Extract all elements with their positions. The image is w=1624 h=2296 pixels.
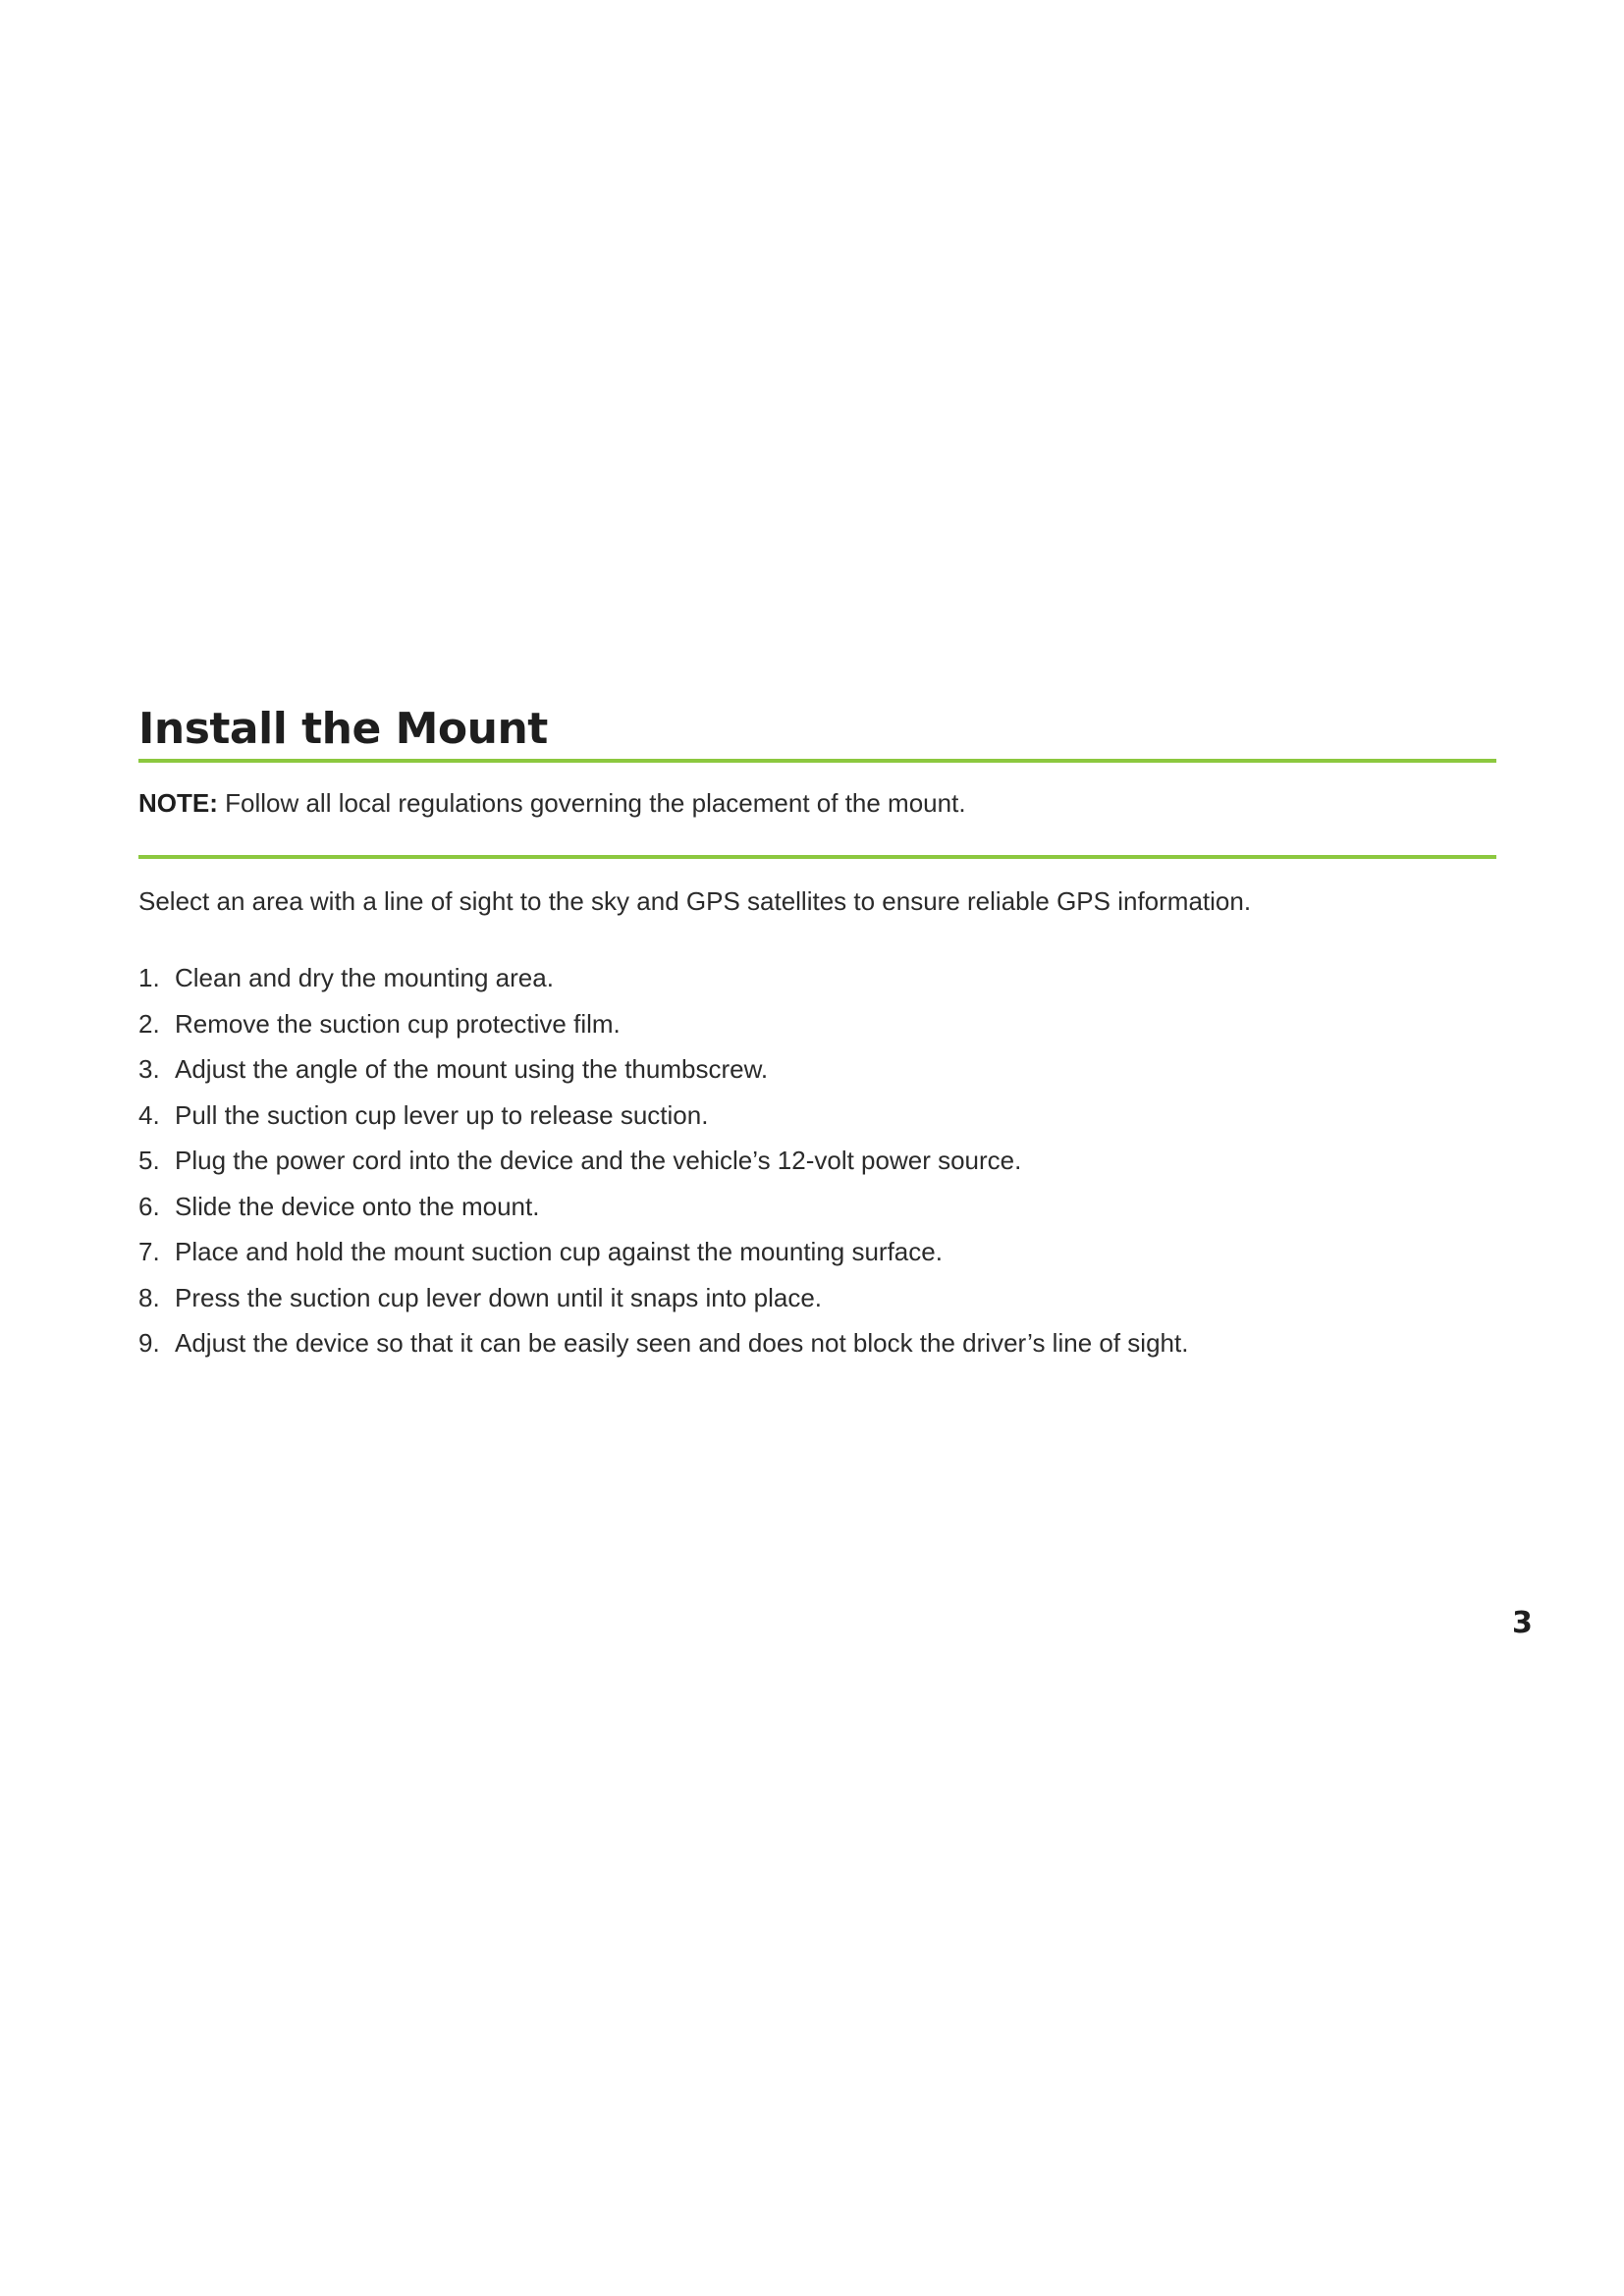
- note-paragraph: [138, 786, 1496, 820]
- step-number: 2.: [138, 1008, 160, 1039]
- step-number: 1.: [138, 963, 160, 992]
- list-item: [138, 1184, 1496, 1230]
- step-number: 8.: [138, 1282, 160, 1312]
- step-number: 5.: [138, 1146, 160, 1175]
- step-text: Remove the suction cup protective film.: [175, 1008, 621, 1039]
- note-text: Follow all local regulations governing the placement of the mount.: [217, 788, 966, 818]
- green-divider-top: [138, 759, 1496, 763]
- step-number: 6.: [138, 1191, 160, 1221]
- intro-paragraph: Select an area with a line of sight to the sky and GPS satellites to ensure reliable GPS information.: [138, 886, 1252, 916]
- step-text: Plug the power cord into the device and the vehicle’s 12-volt power source.: [175, 1146, 1022, 1175]
- green-divider-bottom: [138, 855, 1496, 859]
- list-item: [138, 1320, 1496, 1366]
- list-item: [138, 1229, 1496, 1275]
- install-mount-section: [138, 702, 1496, 1366]
- step-text: Place and hold the mount suction cup against the mounting surface.: [175, 1237, 943, 1266]
- list-item: [138, 1046, 1496, 1093]
- step-text: Slide the device onto the mount.: [175, 1191, 540, 1221]
- step-text: Clean and dry the mounting area.: [175, 963, 554, 992]
- list-item: [138, 1138, 1496, 1184]
- step-number: 7.: [138, 1237, 160, 1266]
- list-item: [138, 1093, 1496, 1139]
- section-title: Install the Mount: [138, 704, 548, 754]
- list-item: [138, 955, 1496, 1001]
- step-text: Adjust the device so that it can be easily seen and does not block the driver’s line of sight.: [175, 1328, 1189, 1358]
- step-text: Pull the suction cup lever up to release suction.: [175, 1099, 709, 1130]
- step-number: 4.: [138, 1099, 160, 1130]
- list-item: [138, 1001, 1496, 1047]
- steps-list: [138, 955, 1496, 1366]
- step-text: Adjust the angle of the mount using the thumbscrew.: [175, 1054, 769, 1084]
- step-number: 9.: [138, 1328, 160, 1358]
- list-item: [138, 1275, 1496, 1321]
- page-number: 3: [1512, 1606, 1533, 1640]
- step-text: Press the suction cup lever down until it snaps into place.: [175, 1282, 823, 1312]
- step-number: 3.: [138, 1054, 160, 1084]
- note-label: NOTE:: [138, 788, 218, 818]
